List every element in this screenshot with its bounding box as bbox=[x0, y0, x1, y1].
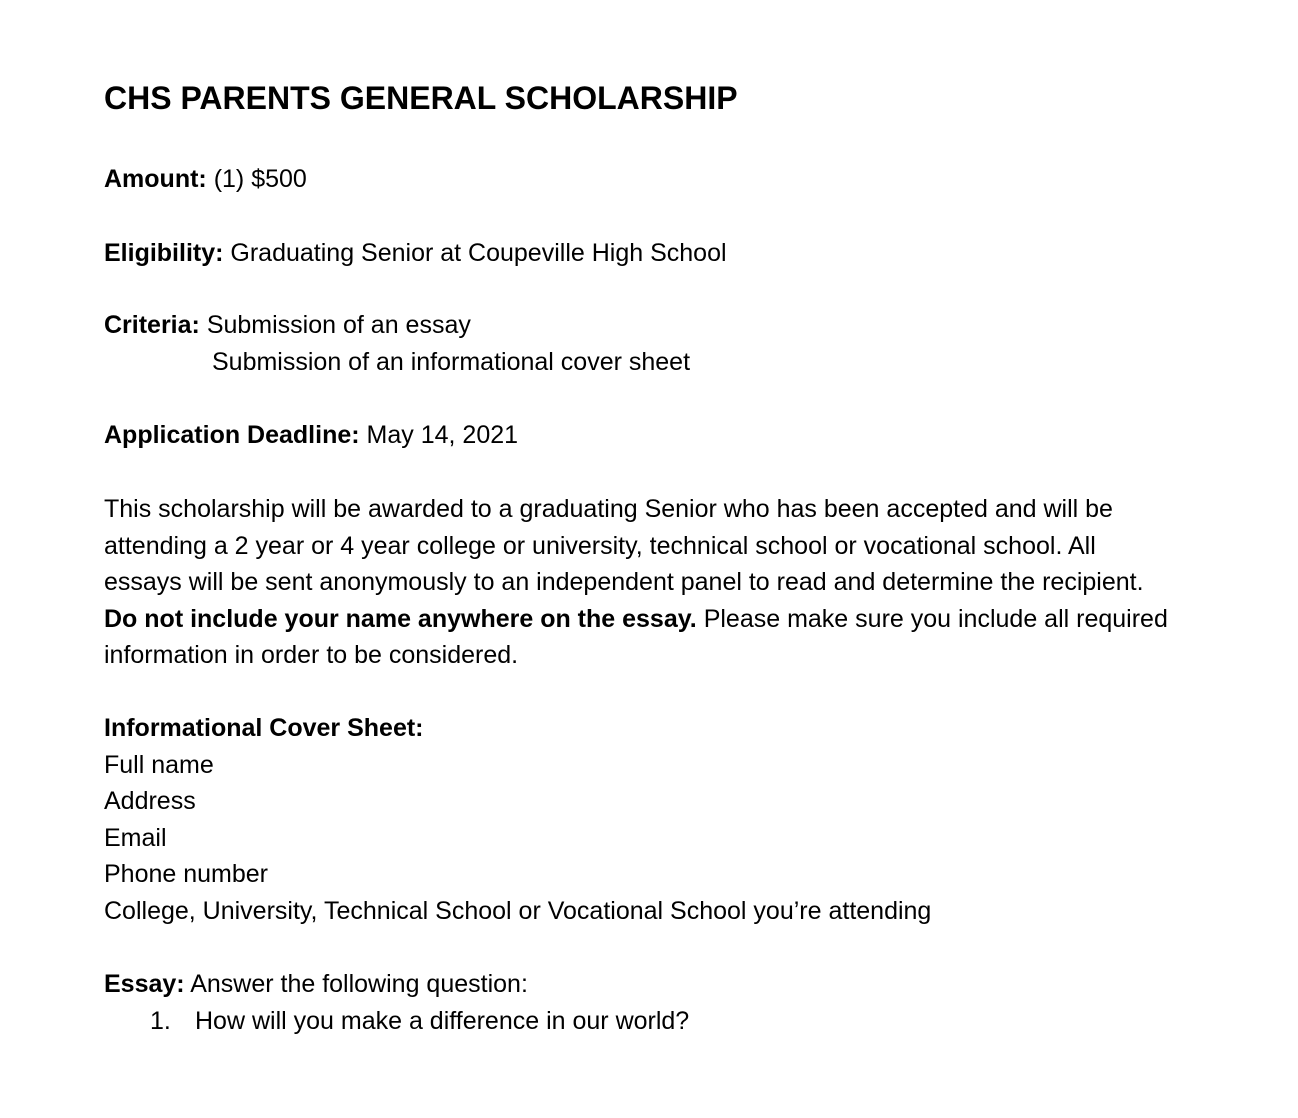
description-line: information in order to be considered. bbox=[104, 641, 519, 669]
cover-item: Address bbox=[104, 787, 196, 815]
essay-question-number: 1. bbox=[150, 1007, 171, 1035]
cover-item: Phone number bbox=[104, 860, 269, 888]
cover-item: College, University, Technical School or Vocational School you’re attending bbox=[104, 897, 932, 925]
essay-question: How will you make a difference in our world? bbox=[195, 1007, 690, 1035]
criteria-item: Submission of an informational cover sheet bbox=[212, 348, 691, 376]
description-line: Do not include your name anywhere on the essay. Please make sure you include all required bbox=[104, 605, 1168, 633]
page-title: CHS PARENTS GENERAL SCHOLARSHIP bbox=[104, 80, 738, 116]
description-line: attending a 2 year or 4 year college or university, technical school or vocational school. All bbox=[104, 532, 1096, 560]
criteria: Criteria: Submission of an essay bbox=[104, 311, 471, 339]
cover-item: Email bbox=[104, 824, 167, 852]
cover-item: Full name bbox=[104, 751, 214, 779]
amount: Amount: (1) $500 bbox=[104, 165, 307, 193]
description-line: essays will be sent anonymously to an independent panel to read and determine the recipient. bbox=[104, 568, 1144, 596]
description-line: This scholarship will be awarded to a graduating Senior who has been accepted and will be bbox=[104, 495, 1113, 523]
deadline: Application Deadline: May 14, 2021 bbox=[104, 421, 519, 449]
essay: Essay: Answer the following question: bbox=[104, 970, 528, 998]
cover-sheet-heading: Informational Cover Sheet: bbox=[104, 714, 424, 742]
eligibility: Eligibility: Graduating Senior at Coupeville High School bbox=[104, 239, 727, 267]
